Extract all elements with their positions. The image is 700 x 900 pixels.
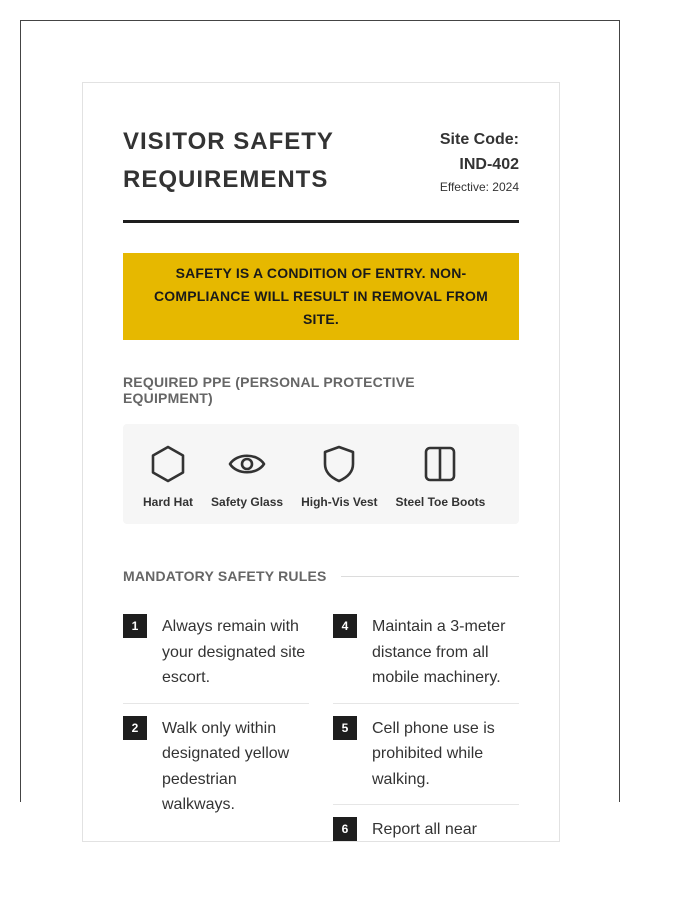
rule-number: 1 <box>123 614 147 638</box>
rules-grid <box>123 614 519 867</box>
rule-text: Walk only within designated yellow pedestrian walkways. <box>162 719 290 813</box>
ppe-item-safety-glass <box>211 444 283 524</box>
rule-text: Cell phone use is prohibited while walking. <box>372 719 495 788</box>
ppe-item-hard-hat <box>143 444 193 524</box>
ppe-label: Hard Hat <box>143 495 194 509</box>
rule-number: 4 <box>333 614 357 638</box>
rules-heading-text: MANDATORY SAFETY RULES <box>123 568 327 584</box>
card-header <box>123 83 519 223</box>
rule-item <box>333 817 519 855</box>
effective-date: Effective: 2024 <box>439 180 519 194</box>
hexagon-icon <box>148 444 188 489</box>
rules-column-right <box>333 614 519 867</box>
site-code-value: IND-402 <box>459 156 519 173</box>
rule-number: 6 <box>333 817 357 841</box>
rules-column-left <box>123 614 309 867</box>
ppe-section-heading <box>123 374 519 406</box>
ppe-label: Steel Toe Boots <box>395 495 486 509</box>
rule-item <box>123 614 309 704</box>
rule-number: 5 <box>333 716 357 740</box>
rule-item <box>123 716 309 830</box>
site-code-block <box>440 127 519 194</box>
ppe-heading-text: REQUIRED PPE (PERSONAL PROTECTIVE EQUIPMENT) <box>123 374 415 406</box>
ppe-item-steel-toe-boots <box>396 444 486 524</box>
ppe-label: Safety Glass <box>211 495 284 509</box>
rule-number: 2 <box>123 716 147 740</box>
rule-item <box>333 716 519 806</box>
warning-banner: SAFETY IS A CONDITION OF ENTRY. NON-COMPLIANCE WILL RESULT IN REMOVAL FROM SITE. <box>123 253 519 340</box>
ppe-item-high-vis-vest <box>301 444 377 524</box>
rule-text: Maintain a 3-meter distance from all mobile machinery. <box>372 618 506 686</box>
eye-icon <box>227 444 267 489</box>
rule-item <box>333 614 519 704</box>
rules-section-heading <box>123 568 519 584</box>
ppe-icons-panel <box>123 424 519 524</box>
divider <box>341 576 519 577</box>
rule-text: Report all near <box>372 821 477 838</box>
columns-icon <box>420 444 460 489</box>
site-code-label: Site Code: <box>439 131 519 148</box>
rule-text: Always remain with your designated site escort. <box>162 618 306 686</box>
safety-card <box>82 82 560 842</box>
page-title: VISITOR SAFETY REQUIREMENTS <box>123 128 334 193</box>
shield-icon <box>319 444 359 489</box>
document-frame <box>20 20 620 838</box>
ppe-label: High-Vis Vest <box>301 495 378 509</box>
